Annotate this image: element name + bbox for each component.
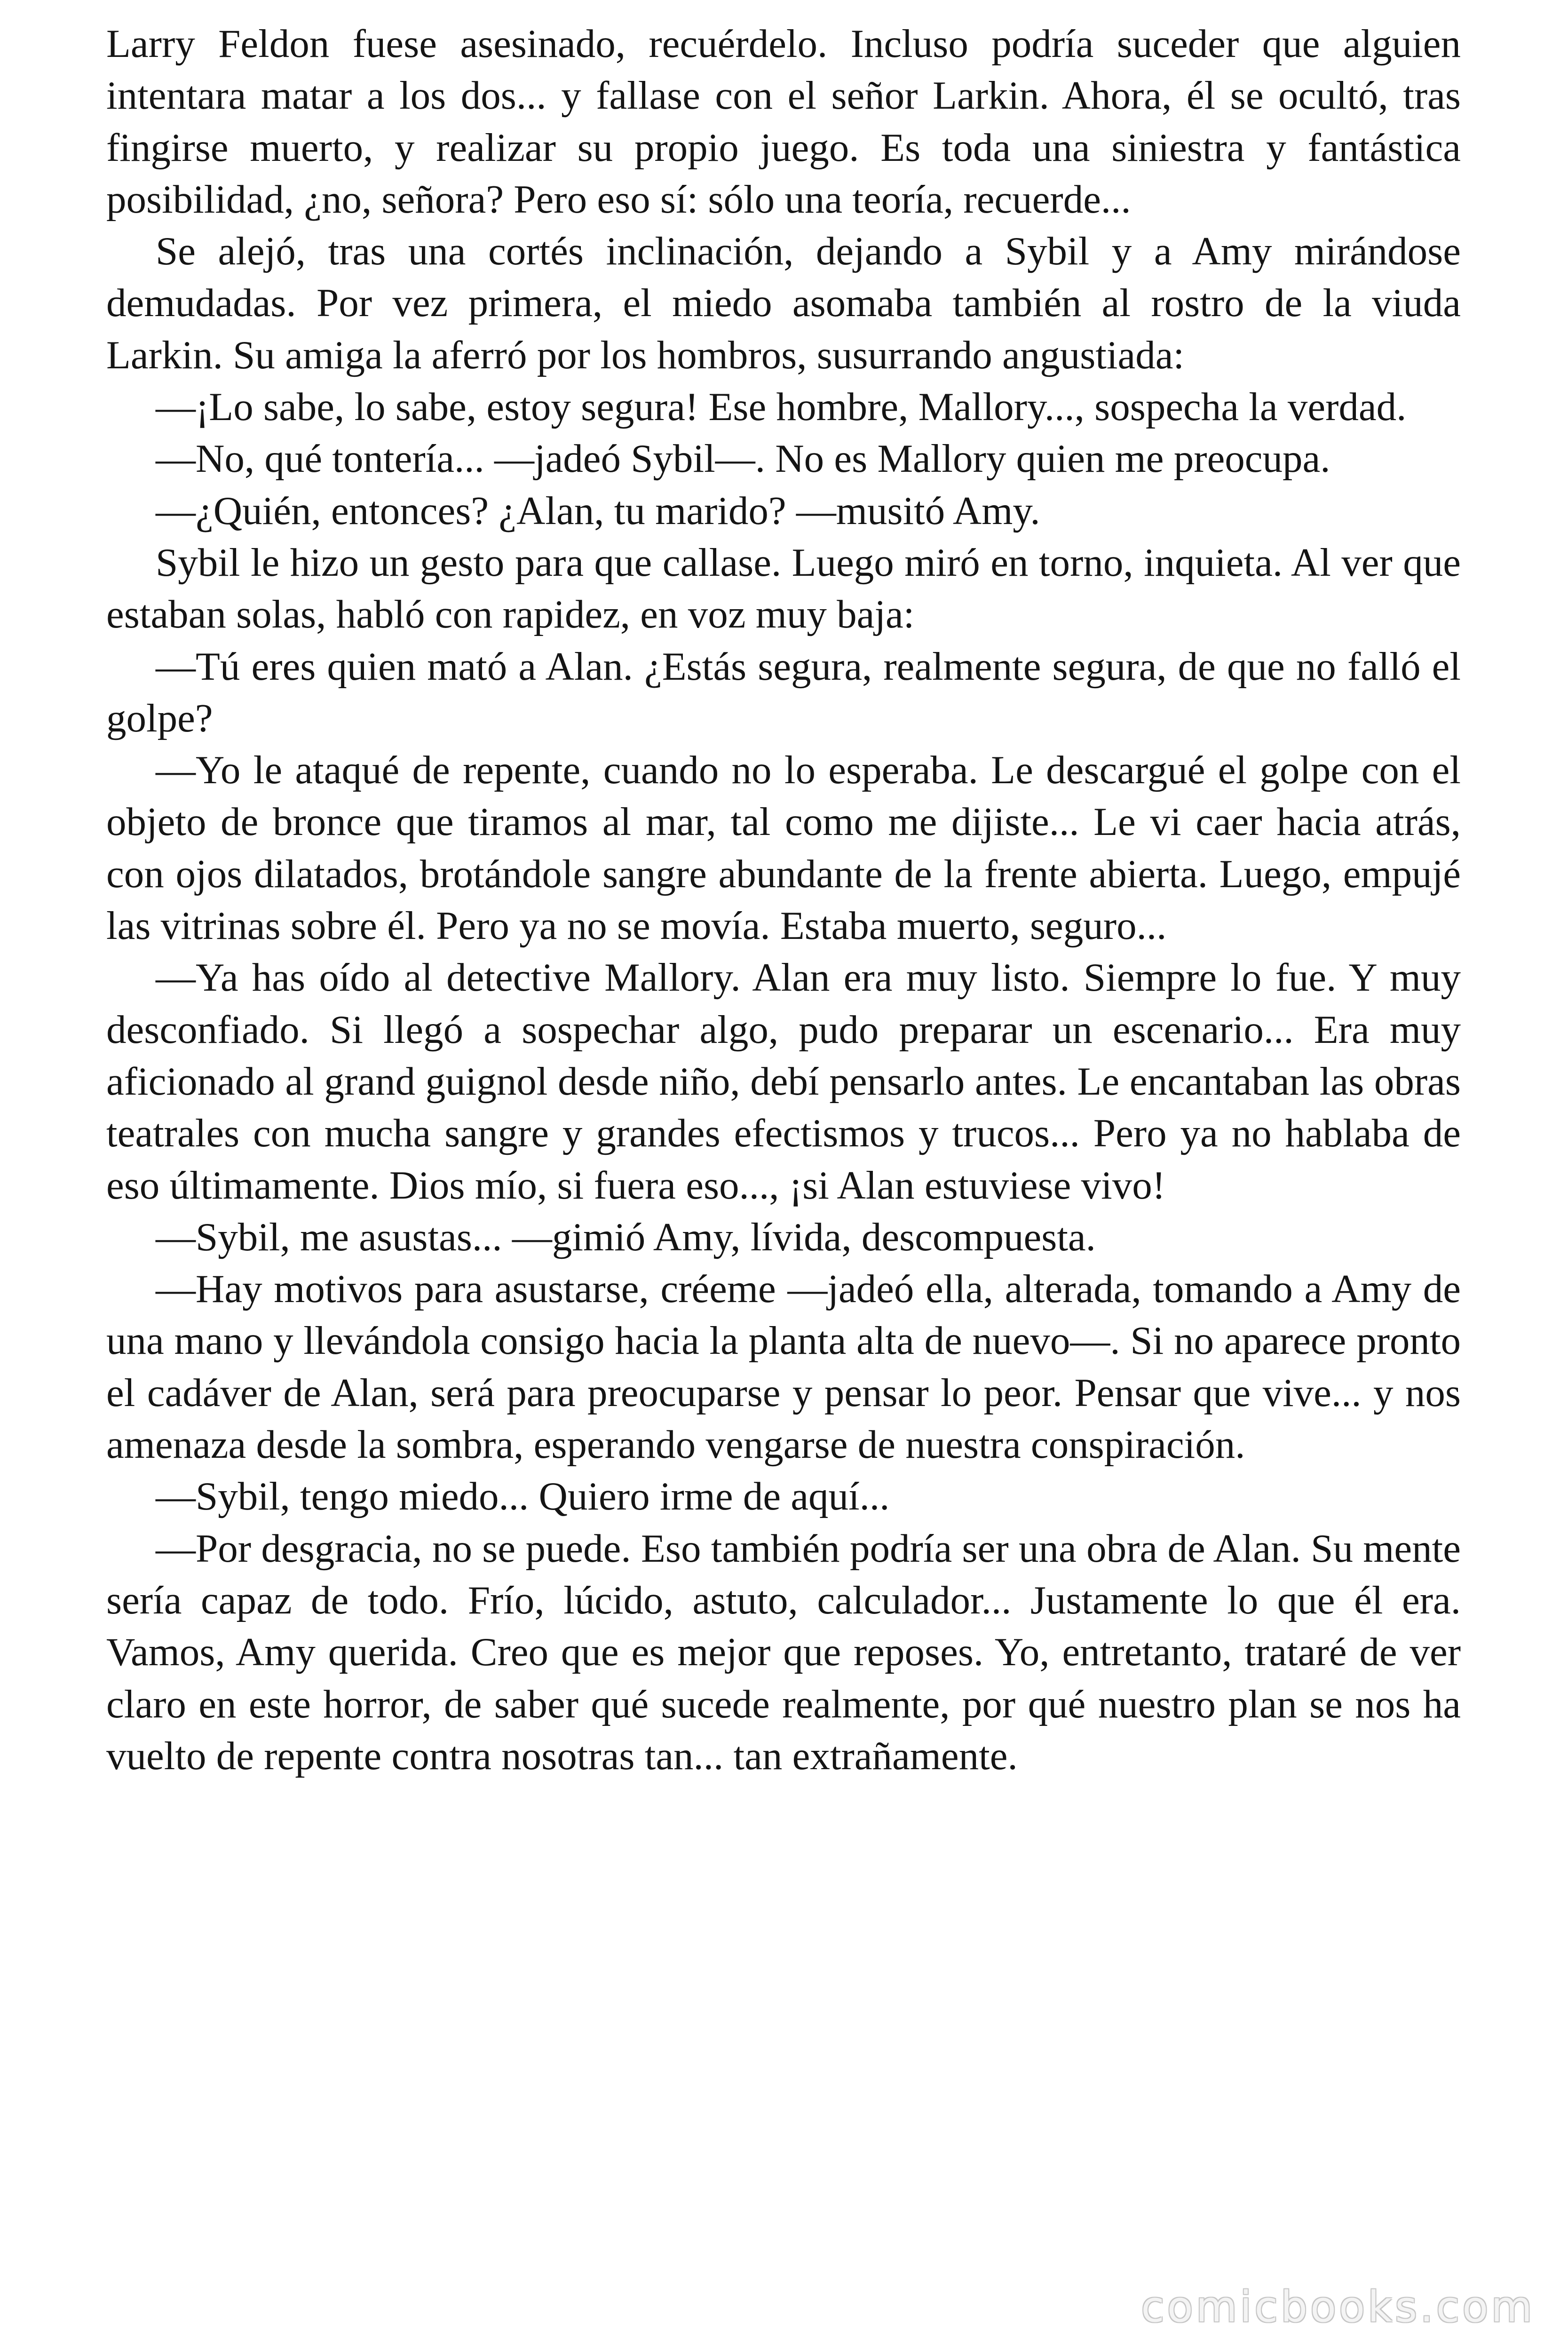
paragraph-3: —¡Lo sabe, lo sabe, estoy segura! Ese hombre, Mallory..., sospecha la verdad. bbox=[156, 385, 1407, 429]
paragraph-12: —Sybil, tengo miedo... Quiero irme de aquí... bbox=[156, 1474, 890, 1519]
paragraph-8: —Yo le ataqué de repente, cuando no lo esperaba. Le descargué el golpe con el objeto de bronce que tiramos al mar, tal como me dijiste... Le vi caer hacia atrás, con ojos dilatados, brotándole sangre abundante de la frente abierta. Luego, empujé las vitrinas sobre él. Pero ya no se movía. Estaba muerto, seguro... bbox=[106, 748, 1461, 948]
paragraph-7: —Tú eres quien mató a Alan. ¿Estás segura, realmente segura, de que no falló el golpe? bbox=[106, 644, 1461, 740]
paragraph-5: —¿Quién, entonces? ¿Alan, tu marido? —musitó Amy. bbox=[156, 488, 1040, 533]
paragraph-9: —Ya has oído al detective Mallory. Alan era muy listo. Siempre lo fue. Y muy desconfiado. Si llegó a sospechar algo, pudo preparar un escenario... Era muy aficionado al grand guignol desde niño, debí pensarlo antes. Le encantaban las obras teatrales con mucha sangre y grandes efectismos y trucos... Pero ya no hablaba de eso últimamente. Dios mío, si fuera eso..., ¡si Alan estuviese vivo! bbox=[106, 955, 1461, 1208]
paragraph-1: Larry Feldon fuese asesinado, recuérdelo. Incluso podría suceder que alguien intentara matar a los dos... y fallase con el señor Larkin. Ahora, él se ocultó, tras fingirse muerto, y realizar su propio juego. Es toda una siniestra y fantástica posibilidad, ¿no, señora? Pero eso sí: sólo una teoría, recuerde... bbox=[106, 22, 1461, 222]
paragraph-2: Se alejó, tras una cortés inclinación, dejando a Sybil y a Amy mirándose demudadas. Por vez primera, el miedo asomaba también al rostro de la viuda Larkin. Su amiga la aferró por los hombros, susurrando angustiada: bbox=[106, 229, 1461, 377]
paragraph-11: —Hay motivos para asustarse, créeme —jadeó ella, alterada, tomando a Amy de una mano y llevándola consigo hacia la planta alta de nuevo—. Si no aparece pronto el cadáver de Alan, será para preocuparse y pensar lo peor. Pensar que vive... y nos amenaza desde la sombra, esperando vengarse de nuestra conspiración. bbox=[106, 1267, 1461, 1467]
paragraph-4: —No, qué tontería... —jadeó Sybil—. No es Mallory quien me preocupa. bbox=[156, 437, 1330, 481]
paragraph-6: Sybil le hizo un gesto para que callase. Luego miró en torno, inquieta. Al ver que estaban solas, habló con rapidez, en voz muy baja: bbox=[106, 540, 1461, 637]
paragraph-10: —Sybil, me asustas... —gimió Amy, lívida, descompuesta. bbox=[156, 1215, 1096, 1259]
document-page bbox=[106, 18, 1461, 1782]
watermark: comicbooks.com bbox=[1141, 2282, 1535, 2332]
paragraph-13: —Por desgracia, no se puede. Eso también podría ser una obra de Alan. Su mente sería capaz de todo. Frío, lúcido, astuto, calculador... Justamente lo que él era. Vamos, Amy querida. Creo que es mejor que reposes. Yo, entretanto, trataré de ver claro en este horror, de saber qué sucede realmente, por qué nuestro plan se nos ha vuelto de repente contra nosotras tan... tan extrañamente. bbox=[106, 1526, 1461, 1778]
